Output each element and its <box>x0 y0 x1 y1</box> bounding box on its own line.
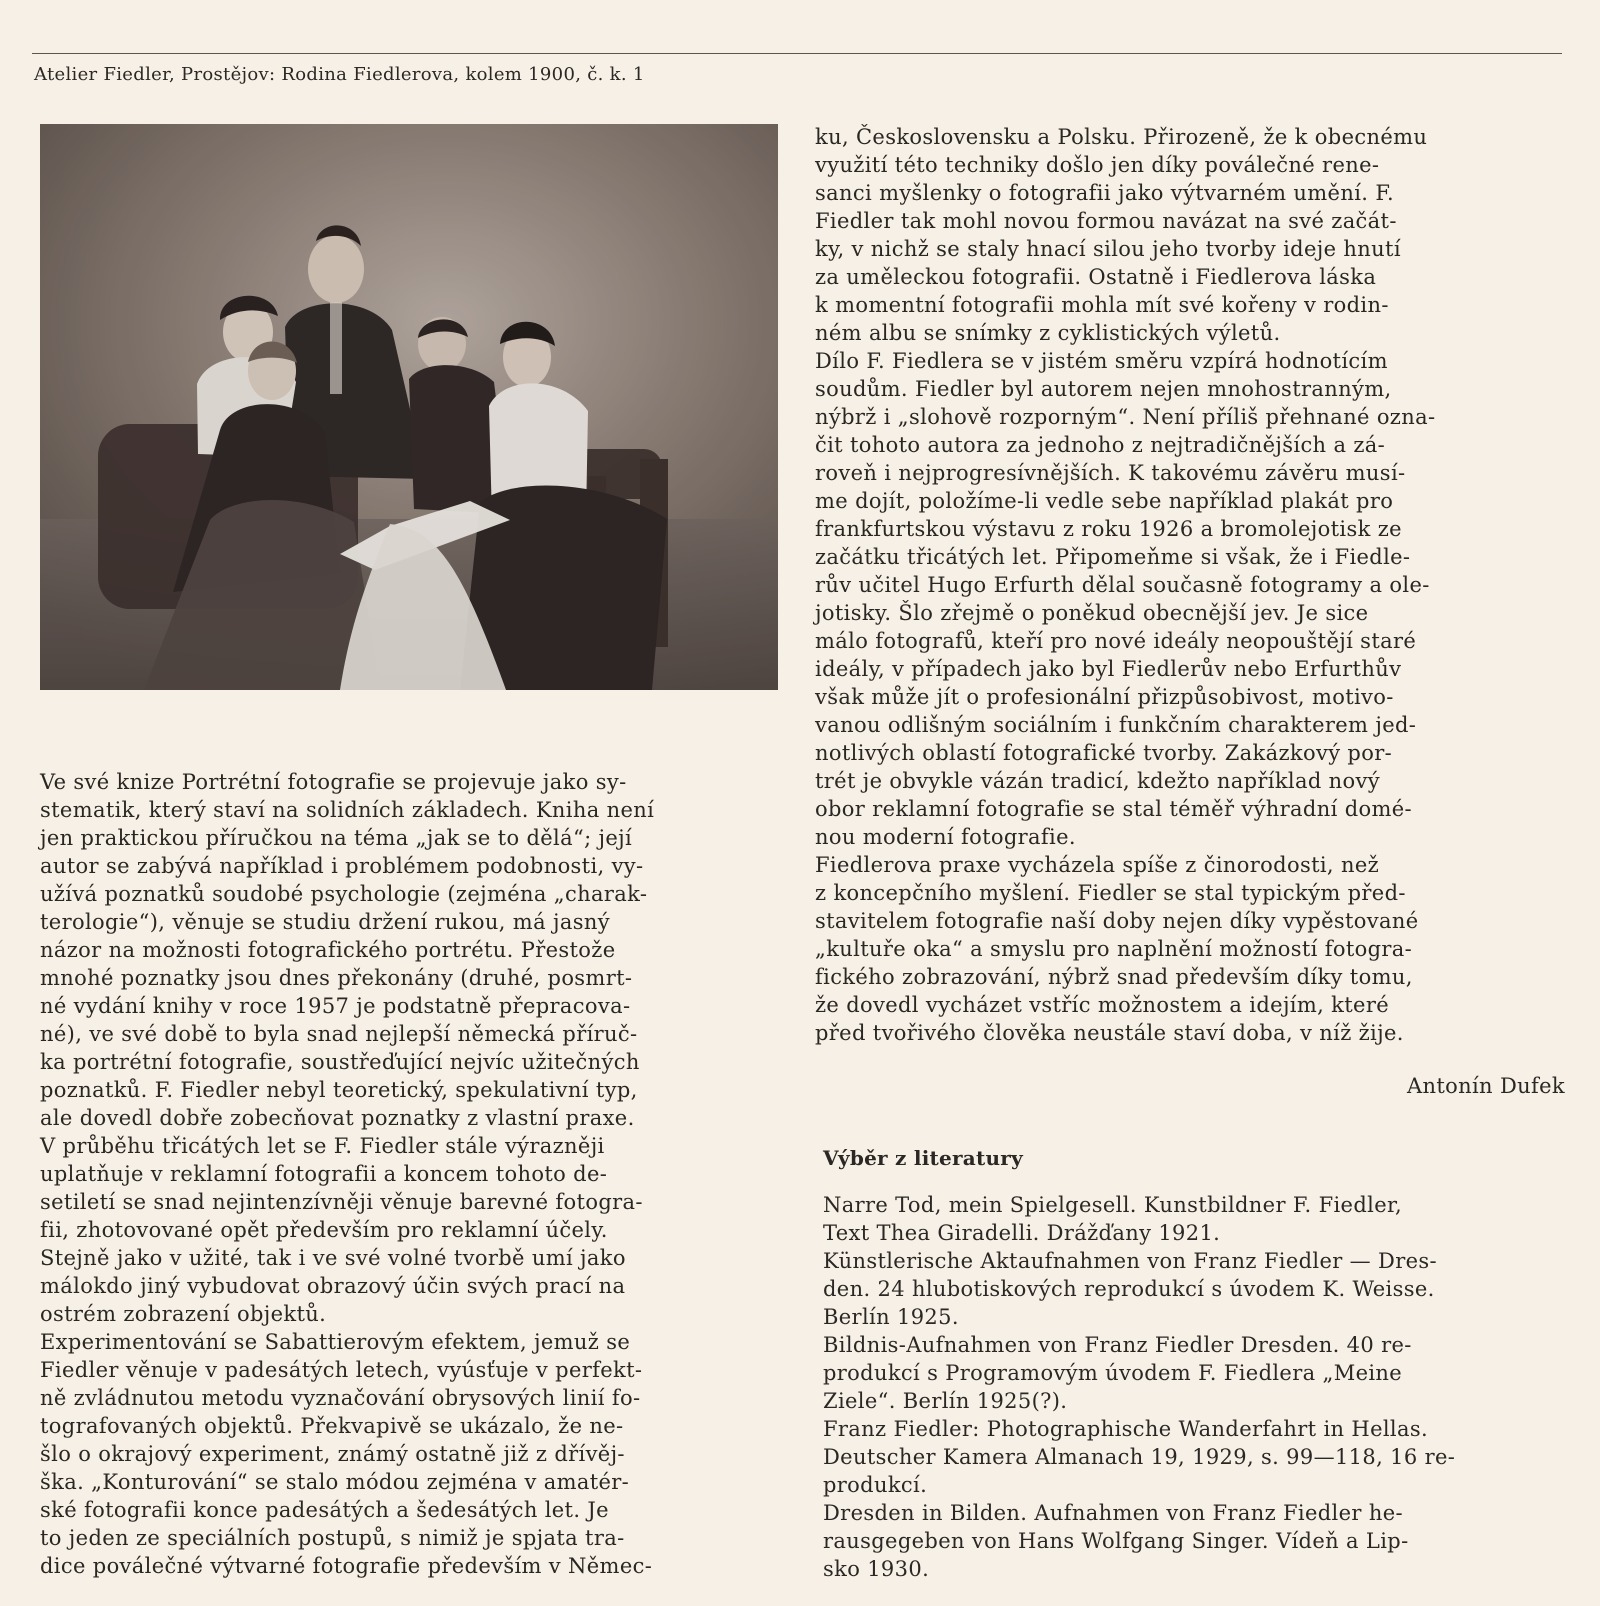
literature-item-4: Franz Fiedler: Photographische Wanderfahrt in Hellas. Deutscher Kamera Almanach 19, 1929, s. 99—118, 16 re- produkcí. <box>823 1417 1456 1497</box>
literature-item-5: Dresden in Bilden. Aufnahmen von Franz Fiedler he- rausgegeben von Hans Wolfgang Singer. Vídeň a Lip- sko 1930. <box>823 1501 1409 1581</box>
photo-caption: Atelier Fiedler, Prostějov: Rodina Fiedlerova, kolem 1900, č. k. 1 <box>34 64 645 85</box>
author-signature: Antonín Dufek <box>1406 1074 1565 1098</box>
right-paragraph-3: Fiedlerova praxe vycházela spíše z činorodosti, než z koncepčního myšlení. Fiedler se stal typickým před- stavitelem fotografie naší doby nejen díky vypěstované „kultuře oka“ a smyslu pro naplnění možností fotogra- fického zobrazování, nýbrž snad především díky tomu, že dovedl vycházet vstříc možnostem a idejím, které před tvořivého člověka neustále staví doba, v níž žije. <box>815 853 1419 1045</box>
literature-item-2: Künstlerische Aktaufnahmen von Franz Fiedler — Dres- den. 24 hlubotiskových reprodukcí s úvodem K. Weisse. Berlín 1925. <box>823 1249 1437 1329</box>
family-photo-illustration <box>40 124 778 690</box>
right-paragraph-1: ku, Československu a Polsku. Přirozeně, že k obecnému využití této techniky došlo jen díky poválečné rene- sanci myšlenky o fotografii jako výtvarném umění. F. Fiedler tak mohl novou formou navázat na své začát- ky, v nichž se staly hnací silou jeho tvorby ideje hnutí za uměleckou fotografii. Ostatně i Fiedlerova láska k momentní fotografii mohla mít své kořeny v rodin- ném albu se snímky z cyklistických výletů. <box>815 125 1428 345</box>
literature-heading: Výběr z literatury <box>823 1146 1023 1170</box>
literature-item-3: Bildnis-Aufnahmen von Franz Fiedler Dresden. 40 re- produkcí s Programovým úvodem F. Fiedlera „Meine Ziele“. Berlín 1925(?). <box>823 1333 1412 1413</box>
literature-list <box>823 1191 1563 1583</box>
photo-tone-overlay <box>40 124 778 690</box>
right-paragraph-2: Dílo F. Fiedlera se v jistém směru vzpírá hodnotícím soudům. Fiedler byl autorem nejen mnohostranným, nýbrž i „slohově rozporným“. Není příliš přehnané ozna- čit tohoto autora za jednoho z nejtradičnějších a zá- roveň i nejprogresívnějších. K takovému závěru musí- me dojít, položíme-li vedle sebe například plakát pro frankfurtskou výstavu z roku 1926 a bromolejotisk ze začátku třicátých let. Připomeňme si však, že i Fiedle- rův učitel Hugo Erfurth dělal současně fotogramy a ole- jotisky. Šlo zřejmě o poněkud obecnější jev. Je sice málo fotografů, kteří pro nové ideály neopouštějí staré ideály, v případech jako byl Fiedlerův nebo Erfurthův však může jít o profesionální přizpůsobivost, motivo- vanou odlišným sociálním i funkčním charakterem jed- notlivých oblastí fotografické tvorby. Zakázkový por- trét je obvykle vázán tradicí, kdežto například nový obor reklamní fotografie se stal téměř výhradní domé- nou moderní fotografie. <box>815 349 1436 849</box>
left-paragraph-2: Experimentování se Sabattierovým efektem, jemuž se Fiedler věnuje v padesátých letech, vyúsťuje v perfekt- ně zvládnutou metodu vyznačování obrysových linií fo- tografovaných objektů. Překvapivě se ukázalo, že ne- šlo o okrajový experiment, známý ostatně již z dřívěj- ška. „Konturování“ se stalo módou zejména v amatér- ské fotografii konce padesátých a šedesátých let. Je to jeden ze speciálních postupů, s nimiž je spjata tra- dice poválečné výtvarné fotografie především v Němec- <box>40 1330 653 1578</box>
top-rule <box>32 53 1562 54</box>
literature-item-1: Narre Tod, mein Spielgesell. Kunstbildner F. Fiedler, Text Thea Giradelli. Drážďany 1921. <box>823 1193 1403 1245</box>
left-paragraph-1: Ve své knize Portrétní fotografie se projevuje jako sy- stematik, který staví na solidních základech. Kniha není jen praktickou příručkou na téma „jak se to dělá“; její autor se zabývá například i problémem podobnosti, vy- užívá poznatků soudobé psychologie (zejména „charak- terologie“), věnuje se studiu držení rukou, má jasný názor na možnosti fotografického portrétu. Přestože mnohé poznatky jsou dnes překonány (druhé, posmrt- né vydání knihy v roce 1957 je podstatně přepracova- né), ve své době to byla snad nejlepší německá příruč- ka portrétní fotografie, soustřeďující nejvíc užitečných poznatků. F. Fiedler nebyl teoretický, spekulativní typ, ale dovedl dobře zobecňovat poznatky z vlastní praxe. V průběhu třicátých let se F. Fiedler stále výrazněji uplatňuje v reklamní fotografii a koncem tohoto de- setiletí se snad nejintenzívněji věnuje barevné fotogra- fii, zhotovované opět především pro reklamní účely. Stejně jako v užité, tak i ve své volné tvorbě umí jako málokdo jiný vybudovat obrazový účin svých prací na ostrém zobrazení objektů. <box>40 770 655 1326</box>
family-photo <box>40 124 778 690</box>
left-text-column <box>40 768 782 1580</box>
right-text-column <box>815 123 1563 1047</box>
